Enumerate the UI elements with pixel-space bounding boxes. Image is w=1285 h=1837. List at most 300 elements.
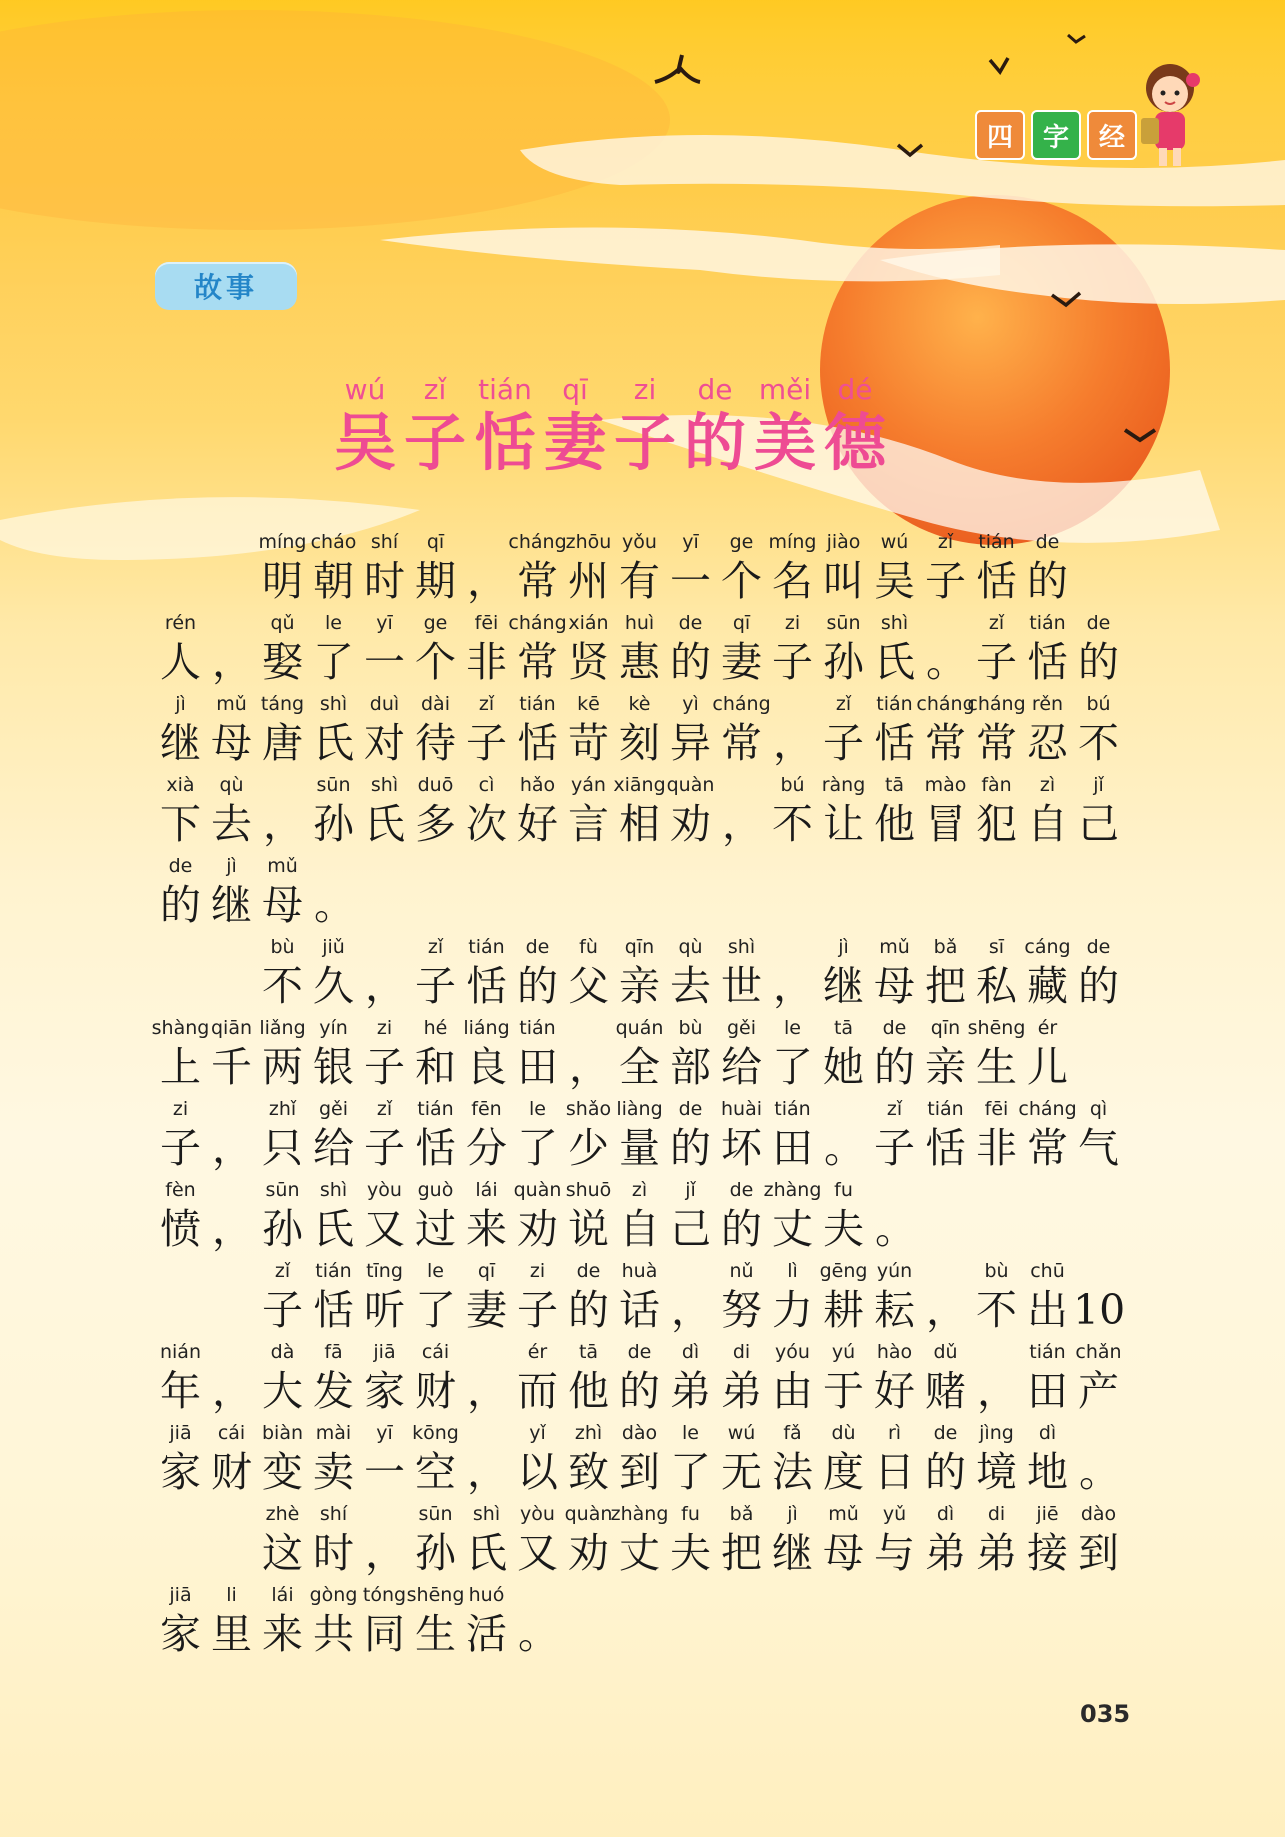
pinyin: sūn [265,1179,300,1201]
hanzi: 继 [211,881,252,929]
pinyin: dù [831,1422,856,1444]
pinyin: cháng [712,693,771,715]
pinyin [308,852,359,880]
pinyin: de [678,1098,703,1120]
pinyin: hǎo [519,774,556,796]
title-pinyin: dé [837,373,873,406]
hanzi: 到 [1078,1529,1119,1577]
text-line [155,1176,1135,1257]
pinyin: yòu [367,1179,402,1201]
char-cell [512,1095,563,1176]
char-cell [155,1176,206,1257]
pinyin: kōng [412,1422,459,1444]
title-pinyin: de [697,373,733,406]
char-cell [920,1338,971,1419]
pinyin: fēi [984,1098,1009,1120]
char-cell [512,1014,563,1095]
pinyin: bǎ [729,1503,754,1525]
pinyin: de [1035,531,1060,553]
pinyin: tián [978,531,1015,553]
pinyin: tián [519,1017,556,1039]
char-cell [920,771,971,852]
pinyin: sūn [316,774,351,796]
pinyin: shuō [565,1179,612,1201]
char-cell [869,1257,920,1338]
hanzi: 的 [925,1448,966,1496]
pinyin: le [325,612,342,634]
pinyin [869,1176,920,1204]
pinyin: wú [880,531,909,553]
char-cell [971,1257,1022,1338]
title-pinyin: měi [758,373,812,406]
pinyin: yǒu [622,531,657,553]
char-cell [869,1176,920,1257]
char-cell [767,528,818,609]
char-cell [461,1176,512,1257]
char-cell [461,1419,512,1500]
hanzi: 劝 [670,800,711,848]
pinyin: zǐ [274,1260,291,1282]
char-cell [461,1338,512,1419]
pinyin: zǐ [988,612,1005,634]
char-cell [257,1257,308,1338]
pinyin: tián [417,1098,454,1120]
char-cell [359,1014,410,1095]
char-cell [155,1581,206,1662]
pinyin: qǔ [270,612,295,634]
pinyin: ràng [821,774,866,796]
hanzi: 不 [772,800,813,848]
pinyin: jiǔ [322,936,345,958]
char-cell [1073,1419,1124,1500]
char-cell [920,1095,971,1176]
char-cell [716,609,767,690]
hanzi: 子 [772,638,813,686]
hanzi: 妻 [721,638,762,686]
char-cell [257,933,308,1014]
hanzi: 这 [262,1529,303,1577]
char-cell [665,771,716,852]
hanzi: 母 [823,1529,864,1577]
pinyin: míng [258,531,307,553]
char-cell [512,690,563,771]
hanzi: 力 [772,1286,813,1334]
pinyin: guò [417,1179,454,1201]
char-cell [869,771,920,852]
char-cell [971,1095,1022,1176]
pinyin: yī [682,531,699,553]
punctuation: ， [773,719,814,767]
pinyin: de [525,936,550,958]
char-cell [206,1581,257,1662]
punctuation: ， [671,1286,712,1334]
char-cell [767,690,818,771]
pinyin: tián [519,693,556,715]
hanzi: 无 [721,1448,762,1496]
hanzi: 与 [874,1529,915,1577]
pinyin: tián [315,1260,352,1282]
pinyin: cháng [1018,1098,1077,1120]
hanzi: 冒 [925,800,966,848]
char-cell [1022,1500,1073,1581]
hanzi: 过 [415,1205,456,1253]
pinyin: qiān [210,1017,253,1039]
char-cell [614,1338,665,1419]
hanzi: 的 [670,1124,711,1172]
punctuation: ， [773,962,814,1010]
char-cell [410,1500,461,1581]
pinyin: quán [615,1017,664,1039]
char-cell [257,609,308,690]
pinyin: de [933,1422,958,1444]
char-cell [665,528,716,609]
hanzi: 全 [619,1043,660,1091]
char-cell [767,933,818,1014]
pinyin: lái [271,1584,294,1606]
hanzi: 继 [160,719,201,767]
pinyin: jìng [979,1422,1014,1444]
hanzi: 财 [415,1367,456,1415]
hanzi: 把 [721,1529,762,1577]
char-cell [563,1095,614,1176]
pinyin [257,771,308,799]
pinyin: yǔ [882,1503,907,1525]
hanzi: 氏 [313,719,354,767]
pinyin: yún [876,1260,913,1282]
title-pinyin: qī [562,373,588,406]
title-char: 德 [823,406,886,479]
hanzi: 亲 [925,1043,966,1091]
title-pinyin: zǐ [423,373,447,406]
pinyin: fēn [471,1098,502,1120]
hanzi: 自 [1027,800,1068,848]
char-cell [206,852,257,933]
pinyin: huó [468,1584,505,1606]
char-cell [869,1014,920,1095]
hanzi: 子 [364,1124,405,1172]
hanzi: 日 [874,1448,915,1496]
pinyin: liǎng [259,1017,306,1039]
pinyin: míng [768,531,817,553]
punctuation: ， [212,638,253,686]
hanzi: 孙 [262,1205,303,1253]
pinyin: mǔ [267,855,298,877]
pinyin [359,933,410,961]
char-cell [818,1095,869,1176]
char-cell [563,1014,614,1095]
hanzi: 了 [517,1124,558,1172]
pinyin [206,1176,257,1204]
hanzi: 儿 [1027,1043,1068,1091]
char-cell [1022,1014,1073,1095]
char-cell [512,933,563,1014]
pinyin: táng [260,693,305,715]
pinyin: dào [621,1422,658,1444]
pinyin: jiā [169,1422,192,1444]
text-line [155,690,1135,771]
pinyin: fù [579,936,598,958]
char-cell [665,1500,716,1581]
pinyin: fu [681,1503,700,1525]
char-cell [359,1581,410,1662]
text-line [155,1581,1135,1662]
char-cell [508,528,567,609]
hanzi: 吴 [874,557,915,605]
hanzi: 常 [925,719,966,767]
char-cell [967,1014,1026,1095]
hanzi: 母 [211,719,252,767]
char-cell [563,609,614,690]
hanzi: 忍 [1027,719,1068,767]
hanzi: 藏 [1027,962,1068,1010]
hanzi: 发 [313,1367,354,1415]
pinyin: le [682,1422,699,1444]
title-pinyin: zi [633,373,657,406]
char-cell [1073,771,1124,852]
char-cell [767,1095,818,1176]
text-line [155,771,1135,852]
story-body [151,528,1135,1662]
hanzi: 夫 [670,1529,711,1577]
hanzi: 而 [517,1367,558,1415]
char-cell [308,528,359,609]
char-cell [869,933,920,1014]
pinyin: mǔ [879,936,910,958]
hanzi: 同 [364,1610,405,1658]
char-cell [512,771,563,852]
text-line [151,1014,1135,1095]
hanzi: 子 [466,719,507,767]
char-cell [308,690,359,771]
pinyin: zi [172,1098,189,1120]
pinyin: cái [421,1341,450,1363]
char-cell [971,1419,1022,1500]
char-cell [410,1095,461,1176]
hanzi: 唐 [262,719,303,767]
char-cell [155,771,206,852]
char-cell [818,1257,869,1338]
hanzi: 一 [670,557,711,605]
pinyin: yī [376,612,393,634]
char-cell [920,1014,971,1095]
hanzi: 财 [211,1448,252,1496]
hanzi: 千 [211,1043,252,1091]
pinyin: duì [369,693,400,715]
pinyin: tián [927,1098,964,1120]
char-cell [869,1419,920,1500]
pinyin: cháng [508,612,567,634]
char-cell [716,1500,767,1581]
hanzi: 己 [1078,800,1119,848]
pinyin: zǐ [886,1098,903,1120]
hanzi: 的 [721,1205,762,1253]
pinyin: rì [887,1422,902,1444]
pinyin [920,609,971,637]
pinyin: de [168,855,193,877]
char-cell [461,1257,512,1338]
hanzi: 境 [976,1448,1017,1496]
char-cell [767,1257,818,1338]
hanzi: 子 [976,638,1017,686]
title-char: 美 [753,406,816,479]
char-cell [508,609,567,690]
pinyin: yú [831,1341,856,1363]
title-char: 吴 [333,406,396,479]
pinyin: hào [876,1341,913,1363]
char-cell [308,771,359,852]
char-cell [818,528,869,609]
pinyin: jì [838,936,849,958]
hanzi: 家 [364,1367,405,1415]
char-cell [916,690,975,771]
char-cell [920,1257,971,1338]
punctuation: ， [212,1124,253,1172]
char-cell [308,852,359,933]
char-cell [257,1338,308,1419]
hanzi: 期 [415,557,456,605]
hanzi: 氏 [874,638,915,686]
char-cell [512,1581,563,1662]
hanzi: 活 [466,1610,507,1658]
char-cell [563,690,614,771]
pinyin: tián [1029,1341,1066,1363]
title-char: 恬 [473,406,536,479]
pinyin: tā [578,1341,599,1363]
pinyin: lì [787,1260,798,1282]
pinyin [563,1014,614,1042]
char-cell [563,1176,614,1257]
char-cell [665,1419,716,1500]
pinyin: li [226,1584,237,1606]
hanzi: 恬 [976,557,1017,605]
pinyin [920,1257,971,1285]
hanzi: 卖 [313,1448,354,1496]
pinyin: qī [477,1260,496,1282]
hanzi: 多 [415,800,456,848]
char-cell [869,528,920,609]
hanzi: 的 [568,1286,609,1334]
hanzi: 常 [721,719,762,767]
pinyin: qù [678,936,703,958]
char-cell [967,690,1026,771]
text-line [155,1338,1135,1419]
char-cell [155,852,206,933]
hanzi: 好 [517,800,558,848]
pinyin: qī [732,612,751,634]
char-cell [818,1014,869,1095]
char-cell [155,1419,206,1500]
pinyin: gēng [819,1260,868,1282]
pinyin: nián [159,1341,201,1363]
hanzi: 氏 [313,1205,354,1253]
hanzi: 去 [211,800,252,848]
hanzi: 他 [568,1367,609,1415]
hanzi: 恬 [313,1286,354,1334]
hanzi: 量 [619,1124,660,1172]
hanzi: 又 [517,1529,558,1577]
hanzi: 待 [415,719,456,767]
char-cell [461,771,512,852]
hanzi: 有 [619,557,660,605]
pinyin: zhì [574,1422,603,1444]
punctuation: 10 [1073,1286,1126,1334]
hanzi: 上 [160,1043,201,1091]
char-cell [1073,1500,1124,1581]
text-line [155,1095,1135,1176]
hanzi: 的 [619,1367,660,1415]
pinyin: de [1086,936,1111,958]
pinyin: xià [166,774,195,796]
char-cell [410,1176,461,1257]
char-cell [767,1419,818,1500]
hanzi: 朝 [313,557,354,605]
hanzi: 和 [415,1043,456,1091]
pinyin: tián [774,1098,811,1120]
hanzi: 共 [313,1610,354,1658]
hanzi: 好 [874,1367,915,1415]
pinyin: zǐ [937,531,954,553]
hanzi: 两 [262,1043,303,1091]
hanzi: 继 [772,1529,813,1577]
hanzi: 己 [670,1205,711,1253]
hanzi: 耕 [823,1286,864,1334]
hanzi: 的 [874,1043,915,1091]
pinyin: jì [175,693,186,715]
pinyin [461,1419,512,1447]
hanzi: 个 [721,557,762,605]
pinyin: cháng [967,693,1026,715]
banner-char: 四 [975,110,1025,160]
punctuation: 。 [314,881,355,929]
text-line [155,1500,1135,1581]
pinyin [512,1581,563,1609]
hanzi: 来 [466,1205,507,1253]
punctuation: ， [977,1367,1018,1415]
pinyin: mài [315,1422,352,1444]
pinyin: yòu [520,1503,555,1525]
pinyin: le [784,1017,801,1039]
hanzi: 地 [1027,1448,1068,1496]
char-cell [971,528,1022,609]
hanzi: 给 [313,1124,354,1172]
char-cell [206,1014,257,1095]
pinyin: huà [621,1260,658,1282]
hanzi: 说 [568,1205,609,1253]
hanzi: 听 [364,1286,405,1334]
text-line [155,528,1135,609]
pinyin: quàn [564,1503,613,1525]
hanzi: 夫 [823,1205,864,1253]
punctuation: 。 [1079,1448,1120,1496]
hanzi: 的 [1078,638,1119,686]
hanzi: 恬 [466,962,507,1010]
char-cell [257,1419,308,1500]
hanzi: 私 [976,962,1017,1010]
pinyin: dà [270,1341,295,1363]
pinyin: dì [1038,1422,1057,1444]
title-char-cell [680,372,750,478]
pinyin: qī [426,531,445,553]
hanzi: 时 [364,557,405,605]
hanzi: 常 [1027,1124,1068,1172]
char-cell [206,1419,257,1500]
char-cell [563,933,614,1014]
title-char-cell [750,372,820,478]
char-cell [359,690,410,771]
pinyin: fu [834,1179,853,1201]
title-char: 子 [613,406,676,479]
hanzi: 贤 [568,638,609,686]
